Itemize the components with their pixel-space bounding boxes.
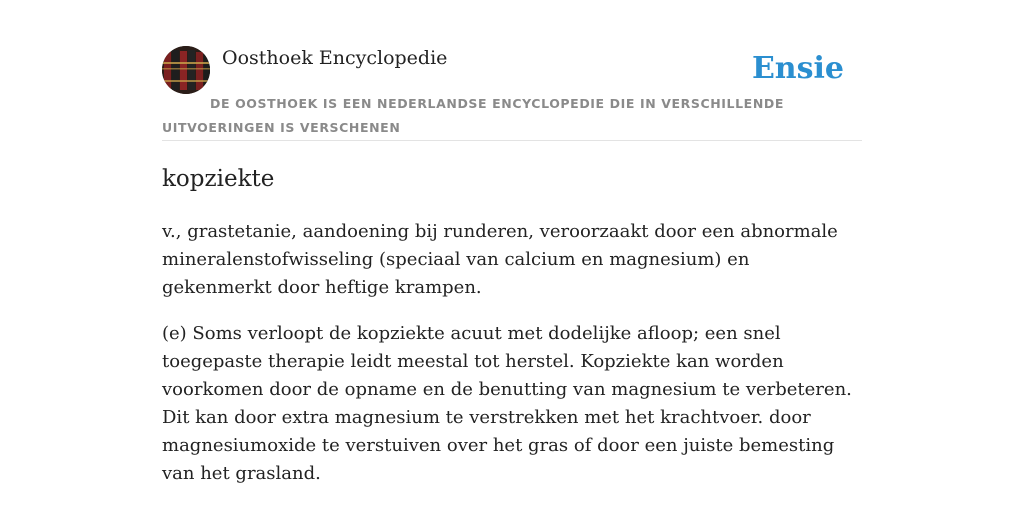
tagline: DE OOSTHOEK IS EEN NEDERLANDSE ENCYCLOPEDIE DIE IN VERSCHILLENDE UITVOERINGEN IS VERSCHENEN	[162, 96, 784, 135]
explanation-paragraph: (e) Soms verloopt de kopziekte acuut met dodelijke afloop; een snel toegepaste therapie leidt meestal tot herstel. Kopziekte kan worden voorkomen door de opname en de benutting van magnesium te verbeteren. Dit kan door extra magnesium te verstrekken met het krachtvoer. door magnesiumoxide te verstuiven over het gras of door een juiste bemesting van het grasland.	[162, 323, 852, 484]
site-title[interactable]: Oosthoek Encyclopedie	[222, 47, 448, 69]
header	[162, 46, 862, 141]
book-spines-icon[interactable]	[162, 46, 210, 94]
article	[162, 162, 852, 506]
definition-paragraph: v., grastetanie, aandoening bij runderen, veroorzaakt door een abnormale mineralenstofwisseling (speciaal van calcium en magnesium) en gekenmerkt door heftige krampen.	[162, 221, 838, 298]
article-term: kopziekte	[162, 166, 275, 192]
brand-logo[interactable]: Ensie	[751, 51, 844, 86]
